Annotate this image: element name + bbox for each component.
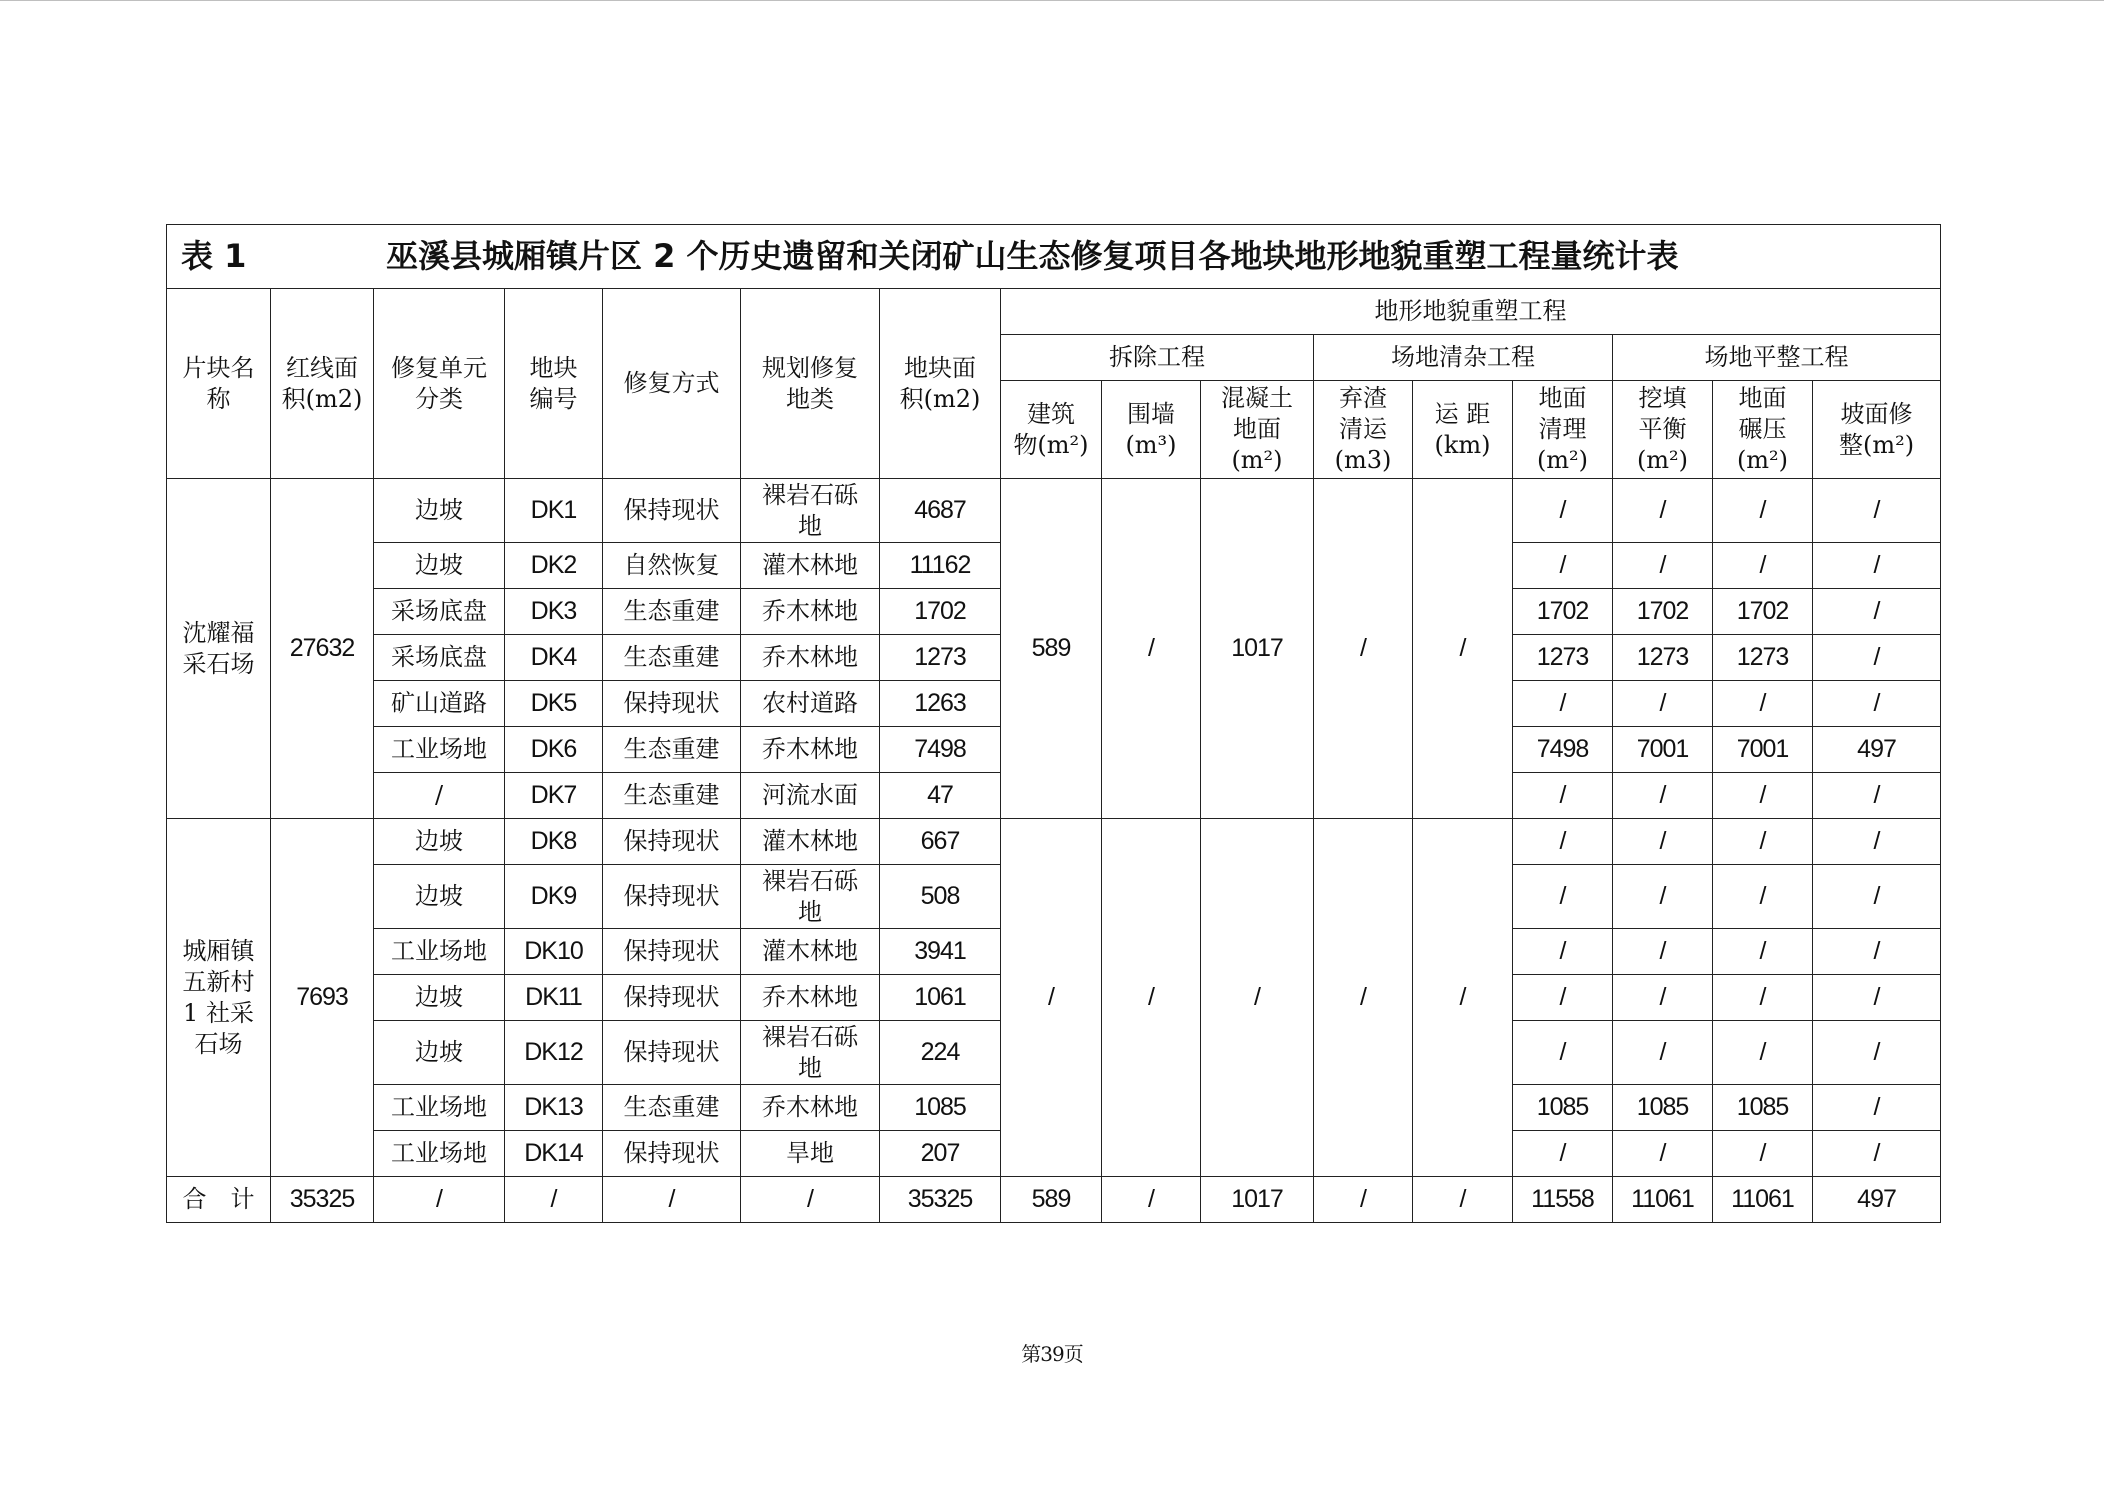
header-slope: 坡面修 整(m²) <box>1813 381 1941 479</box>
plot-area-cell: 667 <box>880 819 1001 865</box>
unit-type-cell: 工业场地 <box>374 1131 505 1177</box>
repair-method-cell: 保持现状 <box>603 1131 741 1177</box>
header-clearing: 场地清杂工程 <box>1314 335 1613 381</box>
planned-land-cell-line: 裸岩石砾 <box>762 480 858 509</box>
page-number: 第39页 <box>1021 1342 1083 1366</box>
compaction-cell: / <box>1713 1131 1813 1177</box>
ground-clear-cell: 1085 <box>1513 1085 1613 1131</box>
table-row <box>167 819 1941 865</box>
slope-cell: / <box>1813 929 1941 975</box>
table-row <box>167 479 1941 543</box>
compaction-cell: / <box>1713 1021 1813 1085</box>
planned-land-cell <box>741 681 880 727</box>
unit-type-cell: 边坡 <box>374 819 505 865</box>
waste-removal-cell: / <box>1314 819 1413 1177</box>
repair-method-cell: 保持现状 <box>603 819 741 865</box>
header-concrete: 混凝土 地面 (m²) <box>1201 381 1314 479</box>
total-distance-cell: / <box>1413 1177 1513 1223</box>
plot-no-cell: DK6 <box>505 727 603 773</box>
slope-cell: / <box>1813 975 1941 1021</box>
plot-area-cell: 1085 <box>880 1085 1001 1131</box>
plot-no-cell: DK10 <box>505 929 603 975</box>
ground-clear-cell: 7498 <box>1513 727 1613 773</box>
plot-area-cell: 47 <box>880 773 1001 819</box>
wall-cell: / <box>1102 479 1201 819</box>
compaction-cell: / <box>1713 865 1813 929</box>
plot-area-cell: 1061 <box>880 975 1001 1021</box>
header-red-line-area: 红线面 积(m2) <box>271 289 374 479</box>
block-name-cell-line: 城厢镇 <box>182 936 255 965</box>
header-compaction: 地面 碾压 (m²) <box>1713 381 1813 479</box>
unit-type-cell: 边坡 <box>374 865 505 929</box>
planned-land-cell-line: 农村道路 <box>762 689 858 717</box>
header-block-name: 片块名 称 <box>167 289 271 479</box>
planned-land-cell-line: 乔木林地 <box>762 1093 858 1121</box>
planned-land-cell <box>741 543 880 589</box>
unit-type-cell: 边坡 <box>374 1021 505 1085</box>
total-building-cell: 589 <box>1001 1177 1102 1223</box>
plot-no-cell: DK9 <box>505 865 603 929</box>
building-cell: 589 <box>1001 479 1102 819</box>
planned-land-cell <box>741 727 880 773</box>
repair-method-cell: 生态重建 <box>603 773 741 819</box>
total-waste-cell: / <box>1314 1177 1413 1223</box>
ground-clear-cell: 1702 <box>1513 589 1613 635</box>
wall-cell: / <box>1102 819 1201 1177</box>
unit-type-cell: 工业场地 <box>374 727 505 773</box>
total-concrete-cell: 1017 <box>1201 1177 1314 1223</box>
header-wall: 围墙 (m³) <box>1102 381 1201 479</box>
repair-method-cell: 保持现状 <box>603 1021 741 1085</box>
unit-type-cell: 工业场地 <box>374 929 505 975</box>
unit-type-cell: 边坡 <box>374 975 505 1021</box>
total-row <box>167 1177 1941 1223</box>
slope-cell: 497 <box>1813 727 1941 773</box>
plot-no-cell: DK5 <box>505 681 603 727</box>
plot-area-cell: 1702 <box>880 589 1001 635</box>
plot-area-cell: 3941 <box>880 929 1001 975</box>
plot-no-cell: DK13 <box>505 1085 603 1131</box>
total-slope-cell: 497 <box>1813 1177 1941 1223</box>
unit-type-cell: 边坡 <box>374 543 505 589</box>
cut-fill-cell: / <box>1613 543 1713 589</box>
unit-type-cell: / <box>374 773 505 819</box>
planned-land-cell <box>741 975 880 1021</box>
plot-area-cell: 1273 <box>880 635 1001 681</box>
slope-cell: / <box>1813 1021 1941 1085</box>
block-name-cell-line: 五新村 <box>182 967 255 996</box>
compaction-cell: / <box>1713 773 1813 819</box>
table-title-text: 巫溪县城厢镇片区 2 个历史遗留和关闭矿山生态修复项目各地块地形地貌重塑工程量统计表 <box>386 237 1679 275</box>
planned-land-cell-line: 乔木林地 <box>762 597 858 625</box>
concrete-cell: / <box>1201 819 1314 1177</box>
ground-clear-cell: / <box>1513 773 1613 819</box>
cut-fill-cell: 7001 <box>1613 727 1713 773</box>
total-ground-cell: 11558 <box>1513 1177 1613 1223</box>
plot-no-cell: DK1 <box>505 479 603 543</box>
ground-clear-cell: / <box>1513 479 1613 543</box>
unit-type-cell: 工业场地 <box>374 1085 505 1131</box>
compaction-cell: 1702 <box>1713 589 1813 635</box>
distance-cell: / <box>1413 819 1513 1177</box>
cut-fill-cell: / <box>1613 1021 1713 1085</box>
planned-land-cell-line: 灌木林地 <box>762 551 858 579</box>
total-cutfill-cell: 11061 <box>1613 1177 1713 1223</box>
plot-no-cell: DK8 <box>505 819 603 865</box>
planned-land-cell <box>741 1021 880 1085</box>
repair-method-cell: 生态重建 <box>603 727 741 773</box>
plot-no-cell: DK4 <box>505 635 603 681</box>
planned-land-cell <box>741 635 880 681</box>
cut-fill-cell: / <box>1613 479 1713 543</box>
planned-land-cell-line: 裸岩石砾 <box>762 1022 858 1051</box>
compaction-cell: 1085 <box>1713 1085 1813 1131</box>
slope-cell: / <box>1813 589 1941 635</box>
plot-area-cell: 508 <box>880 865 1001 929</box>
compaction-cell: / <box>1713 543 1813 589</box>
repair-method-cell: 保持现状 <box>603 975 741 1021</box>
planned-land-cell <box>741 589 880 635</box>
cut-fill-cell: / <box>1613 681 1713 727</box>
header-cut-fill: 挖填 平衡 (m²) <box>1613 381 1713 479</box>
ground-clear-cell: / <box>1513 975 1613 1021</box>
slope-cell: / <box>1813 1131 1941 1177</box>
plot-no-cell: DK2 <box>505 543 603 589</box>
concrete-cell: 1017 <box>1201 479 1314 819</box>
ground-clear-cell: / <box>1513 1021 1613 1085</box>
header-demolition: 拆除工程 <box>1001 335 1314 381</box>
planned-land-cell-line: 河流水面 <box>762 781 858 809</box>
red-line-area-cell: 27632 <box>271 479 374 819</box>
red-line-area-cell: 7693 <box>271 819 374 1177</box>
block-name-cell-line: 沈耀福 <box>182 618 255 647</box>
ground-clear-cell: / <box>1513 865 1613 929</box>
engineering-quantity-table <box>166 224 1941 1223</box>
total-compact-cell: 11061 <box>1713 1177 1813 1223</box>
block-name-cell-line: 1 社采 <box>183 998 254 1027</box>
building-cell: / <box>1001 819 1102 1177</box>
cut-fill-cell: 1273 <box>1613 635 1713 681</box>
slope-cell: / <box>1813 1085 1941 1131</box>
header-building: 建筑 物(m²) <box>1001 381 1102 479</box>
slope-cell: / <box>1813 543 1941 589</box>
block-name-cell <box>167 479 271 819</box>
total-method-cell: / <box>603 1177 741 1223</box>
compaction-cell: / <box>1713 681 1813 727</box>
planned-land-cell <box>741 929 880 975</box>
header-unit-type: 修复单元 分类 <box>374 289 505 479</box>
compaction-cell: / <box>1713 819 1813 865</box>
unit-type-cell: 采场底盘 <box>374 635 505 681</box>
plot-no-cell: DK3 <box>505 589 603 635</box>
cut-fill-cell: / <box>1613 929 1713 975</box>
total-plot-area-cell: 35325 <box>880 1177 1001 1223</box>
unit-type-cell: 矿山道路 <box>374 681 505 727</box>
slope-cell: / <box>1813 865 1941 929</box>
compaction-cell: / <box>1713 479 1813 543</box>
plot-no-cell: DK11 <box>505 975 603 1021</box>
planned-land-cell-line: 地 <box>798 511 822 540</box>
header-waste-removal: 弃渣 清运 (m3) <box>1314 381 1413 479</box>
plot-area-cell: 4687 <box>880 479 1001 543</box>
unit-type-cell: 边坡 <box>374 479 505 543</box>
total-label-cell: 合 计 <box>167 1177 271 1223</box>
total-plot-cell: / <box>505 1177 603 1223</box>
total-wall-cell: / <box>1102 1177 1201 1223</box>
header-repair-method: 修复方式 <box>603 289 741 479</box>
cut-fill-cell: 1085 <box>1613 1085 1713 1131</box>
plot-no-cell: DK7 <box>505 773 603 819</box>
page-top-border <box>0 0 2104 1</box>
planned-land-cell-line: 灌木林地 <box>762 827 858 855</box>
plot-area-cell: 224 <box>880 1021 1001 1085</box>
planned-land-cell <box>741 479 880 543</box>
distance-cell: / <box>1413 479 1513 819</box>
block-name-cell <box>167 819 271 1177</box>
table-label: 表 1 <box>181 237 247 275</box>
repair-method-cell: 保持现状 <box>603 865 741 929</box>
cut-fill-cell: / <box>1613 773 1713 819</box>
compaction-cell: / <box>1713 929 1813 975</box>
slope-cell: / <box>1813 479 1941 543</box>
total-unit-cell: / <box>374 1177 505 1223</box>
header-terrain: 地形地貌重塑工程 <box>1001 289 1941 335</box>
planned-land-cell-line: 乔木林地 <box>762 983 858 1011</box>
planned-land-cell <box>741 1131 880 1177</box>
total-area-cell: 35325 <box>271 1177 374 1223</box>
header-plot-no: 地块 编号 <box>505 289 603 479</box>
ground-clear-cell: 1273 <box>1513 635 1613 681</box>
header-planned-land: 规划修复 地类 <box>741 289 880 479</box>
planned-land-cell-line: 地 <box>798 1053 822 1082</box>
plot-area-cell: 1263 <box>880 681 1001 727</box>
planned-land-cell <box>741 1085 880 1131</box>
compaction-cell: 7001 <box>1713 727 1813 773</box>
plot-area-cell: 7498 <box>880 727 1001 773</box>
ground-clear-cell: / <box>1513 543 1613 589</box>
planned-land-cell-line: 旱地 <box>786 1139 834 1167</box>
repair-method-cell: 生态重建 <box>603 1085 741 1131</box>
planned-land-cell <box>741 819 880 865</box>
ground-clear-cell: / <box>1513 1131 1613 1177</box>
slope-cell: / <box>1813 773 1941 819</box>
planned-land-cell-line: 灌木林地 <box>762 937 858 965</box>
repair-method-cell: 自然恢复 <box>603 543 741 589</box>
cut-fill-cell: / <box>1613 975 1713 1021</box>
ground-clear-cell: / <box>1513 819 1613 865</box>
plot-area-cell: 207 <box>880 1131 1001 1177</box>
cut-fill-cell: / <box>1613 819 1713 865</box>
cut-fill-cell: / <box>1613 865 1713 929</box>
header-distance: 运 距 (km) <box>1413 381 1513 479</box>
total-land-cell: / <box>741 1177 880 1223</box>
header-plot-area: 地块面 积(m2) <box>880 289 1001 479</box>
compaction-cell: / <box>1713 975 1813 1021</box>
planned-land-cell-line: 裸岩石砾 <box>762 866 858 895</box>
header-leveling: 场地平整工程 <box>1613 335 1941 381</box>
repair-method-cell: 生态重建 <box>603 635 741 681</box>
repair-method-cell: 生态重建 <box>603 589 741 635</box>
table-title <box>167 225 1941 289</box>
plot-area-cell: 11162 <box>880 543 1001 589</box>
slope-cell: / <box>1813 681 1941 727</box>
planned-land-cell <box>741 865 880 929</box>
repair-method-cell: 保持现状 <box>603 929 741 975</box>
cut-fill-cell: 1702 <box>1613 589 1713 635</box>
planned-land-cell-line: 乔木林地 <box>762 643 858 671</box>
ground-clear-cell: / <box>1513 681 1613 727</box>
compaction-cell: 1273 <box>1713 635 1813 681</box>
waste-removal-cell: / <box>1314 479 1413 819</box>
plot-no-cell: DK14 <box>505 1131 603 1177</box>
plot-no-cell: DK12 <box>505 1021 603 1085</box>
planned-land-cell <box>741 773 880 819</box>
ground-clear-cell: / <box>1513 929 1613 975</box>
planned-land-cell-line: 地 <box>798 897 822 926</box>
block-name-cell-line: 采石场 <box>182 649 255 678</box>
repair-method-cell: 保持现状 <box>603 479 741 543</box>
slope-cell: / <box>1813 635 1941 681</box>
slope-cell: / <box>1813 819 1941 865</box>
unit-type-cell: 采场底盘 <box>374 589 505 635</box>
cut-fill-cell: / <box>1613 1131 1713 1177</box>
planned-land-cell-line: 乔木林地 <box>762 735 858 763</box>
header-ground-clear: 地面 清理 (m²) <box>1513 381 1613 479</box>
repair-method-cell: 保持现状 <box>603 681 741 727</box>
block-name-cell-line: 石场 <box>194 1029 243 1058</box>
